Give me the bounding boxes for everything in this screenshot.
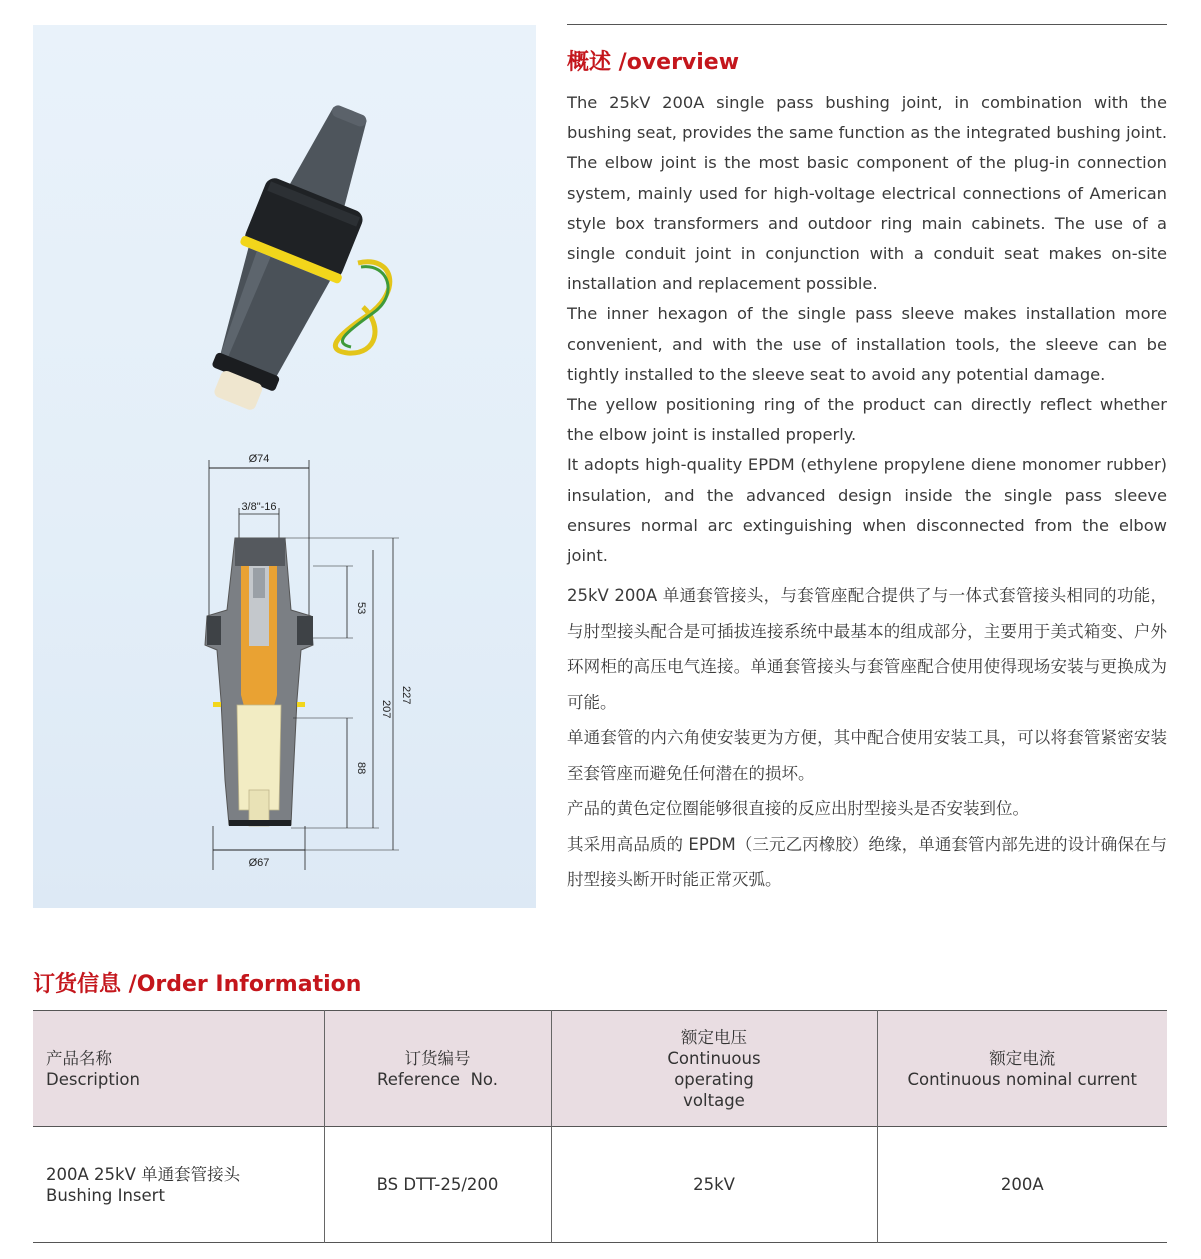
header-voltage-en: Continuous operating voltage bbox=[667, 1048, 761, 1110]
cell-reference: BS DTT-25/200 bbox=[324, 1127, 551, 1243]
order-table-header-row bbox=[33, 1011, 1167, 1127]
header-reference-en: Reference No. bbox=[377, 1069, 498, 1089]
dim-53: 53 bbox=[355, 602, 367, 615]
dimension-drawing bbox=[193, 450, 423, 880]
order-table bbox=[33, 1010, 1167, 1243]
overview-english-text bbox=[567, 88, 1167, 571]
header-description-zh: 产品名称 bbox=[46, 1048, 112, 1068]
table-row bbox=[33, 1127, 1167, 1243]
overview-zh-paragraph: 产品的黄色定位圈能够很直接的反应出肘型接头是否安装到位。 bbox=[567, 799, 1029, 818]
order-info-title: 订货信息 /Order Information bbox=[33, 972, 362, 997]
dim-bottom-diameter: Ø67 bbox=[248, 857, 270, 869]
description-en: Bushing Insert bbox=[46, 1185, 165, 1205]
overview-zh-paragraph: 25kV 200A 单通套管接头，与套管座配合提供了与一体式套管接头相同的功能，与肘型接头配合是可插拔连接系统中最基本的组成部分，主要用于美式箱变、户外环网柜的高压电气连接。单通套管接头与套管座配合使用使得现场安装与更换成为可能。 bbox=[567, 586, 1167, 712]
header-current-en: Continuous nominal current bbox=[907, 1069, 1138, 1089]
header-voltage bbox=[551, 1011, 877, 1127]
header-current bbox=[877, 1011, 1167, 1127]
header-reference bbox=[324, 1011, 551, 1127]
header-current-zh: 额定电流 bbox=[989, 1048, 1056, 1068]
dim-227: 227 bbox=[400, 686, 412, 705]
overview-title: 概述 /overview bbox=[567, 50, 740, 75]
dim-207: 207 bbox=[380, 700, 392, 719]
overview-en-paragraph: It adopts high-quality EPDM (ethylene propylene diene monomer rubber) insulation, and the advanced design inside the single pass sleeve ensures normal arc extinguishing when disconnected from the elbow joint. bbox=[567, 455, 1167, 566]
cell-current: 200A bbox=[1000, 1175, 1044, 1194]
overview-en-paragraph: The 25kV 200A single pass bushing joint, in combination with the bushing seat, provides the same function as the integrated bushing joint. The elbow joint is the most basic component of the plug-in connection system, mainly used for high-voltage electrical connections of American style box transformers and outdoor ring main cabinets. The use of a single conduit joint in conjunction with a conduit seat makes on-site installation and replacement possible. bbox=[567, 93, 1167, 294]
dim-thread: 3/8"-16 bbox=[241, 501, 277, 513]
dim-88: 88 bbox=[355, 762, 367, 775]
description-zh: 200A 25kV 单通套管接头 bbox=[46, 1164, 241, 1184]
product-photo bbox=[153, 85, 433, 415]
overview-en-paragraph: The yellow positioning ring of the product can directly reflect whether the elbow joint is installed properly. bbox=[567, 395, 1167, 445]
dim-top-diameter: Ø74 bbox=[248, 453, 270, 465]
overview-zh-paragraph: 单通套管的内六角使安装更为方便，其中配合使用安装工具，可以将套管紧密安装至套管座而避免任何潜在的损坏。 bbox=[567, 728, 1167, 783]
cell-description bbox=[33, 1127, 324, 1243]
header-voltage-zh: 额定电压 bbox=[681, 1027, 747, 1047]
header-reference-zh: 订货编号 bbox=[404, 1048, 471, 1068]
header-description bbox=[33, 1011, 324, 1127]
overview-en-paragraph: The inner hexagon of the single pass sleeve makes installation more convenient, and with the use of installation tools, the sleeve can be tightly installed to the sleeve seat to avoid any potential damage. bbox=[567, 304, 1167, 384]
overview-top-rule bbox=[567, 24, 1167, 25]
cell-voltage: 25kV bbox=[551, 1127, 877, 1243]
product-image-panel bbox=[33, 25, 536, 908]
header-description-en: Description bbox=[46, 1069, 140, 1089]
overview-zh-paragraph: 其采用高品质的 EPDM（三元乙丙橡胶）绝缘，单通套管内部先进的设计确保在与肘型接头断开时能正常灭弧。 bbox=[567, 834, 1167, 889]
overview-chinese-text bbox=[567, 578, 1167, 898]
